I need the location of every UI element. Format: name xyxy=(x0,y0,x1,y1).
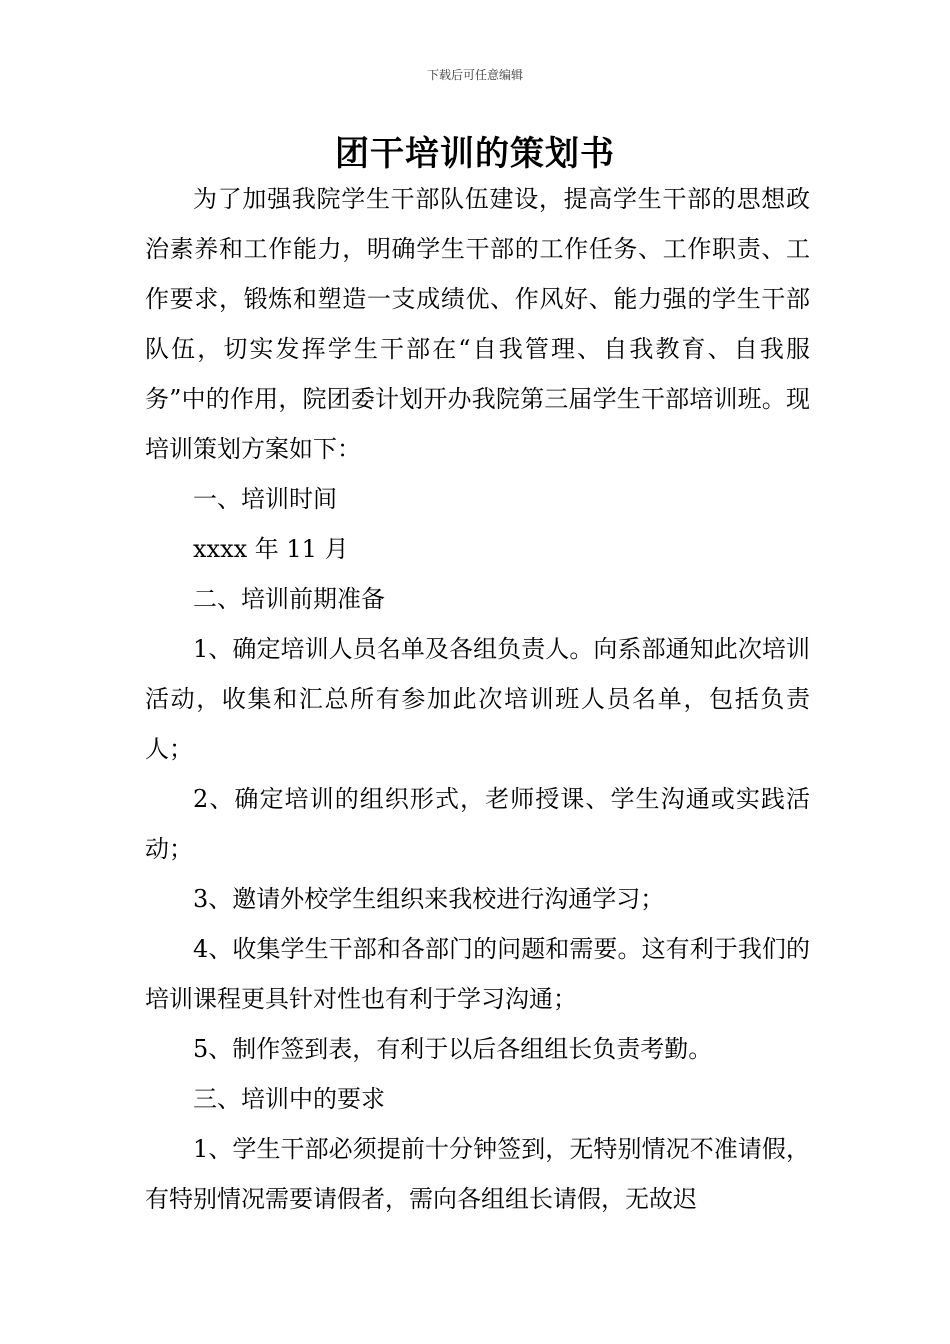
section-heading-training-time: 一、培训时间 xyxy=(193,485,337,513)
section-heading-requirements: 三、培训中的要求 xyxy=(193,1085,385,1113)
header-note: 下载后可任意编辑 xyxy=(426,68,523,82)
document-body xyxy=(145,174,810,1224)
document-title: 团干培训的策划书 xyxy=(335,134,615,174)
preparation-item-5: 5、制作签到表，有利于以后各组组长负责考勤。 xyxy=(193,1035,713,1063)
preparation-item-3: 3、邀请外校学生组织来我校进行沟通学习； xyxy=(193,885,665,913)
preparation-item-4: 4、收集学生干部和各部门的问题和需要。这有利于我们的培训课程更具针对性也有利于学习沟通； xyxy=(145,935,810,1013)
training-date: xxxx 年 11 月 xyxy=(193,535,349,563)
intro-paragraph: 为了加强我院学生干部队伍建设，提高学生干部的思想政治素养和工作能力，明确学生干部的工作任务、工作职责、工作要求，锻炼和塑造一支成绩优、作风好、能力强的学生干部队伍，切实发挥学生干部在“自我管理、自我教育、自我服务”中的作用，院团委计划开办我院第三届学生干部培训班。现培训策划方案如下： xyxy=(145,185,810,463)
preparation-item-2: 2、确定培训的组织形式，老师授课、学生沟通或实践活动； xyxy=(145,785,810,863)
section-heading-preparation: 二、培训前期准备 xyxy=(193,585,385,613)
preparation-item-1: 1、确定培训人员名单及各组负责人。向系部通知此次培训活动，收集和汇总所有参加此次培训班人员名单，包括负责人； xyxy=(145,635,810,763)
requirement-item-1: 1、学生干部必须提前十分钟签到，无特别情况不准请假，有特别情况需要请假者，需向各组组长请假，无故迟 xyxy=(145,1135,810,1213)
